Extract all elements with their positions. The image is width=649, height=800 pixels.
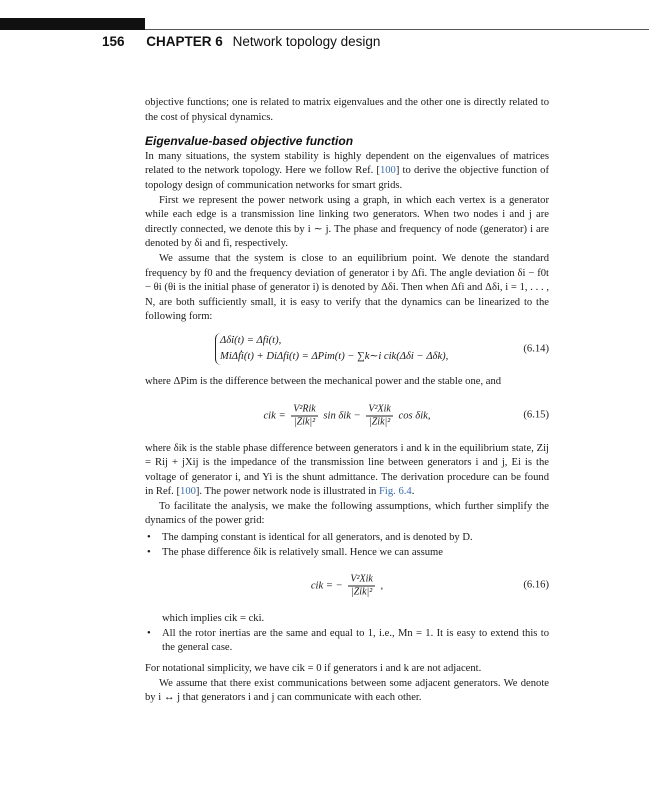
chapter-label: CHAPTER 6 xyxy=(146,34,223,49)
paragraph-3: We assume that the system is close to an equilibrium point. We denote the standard frequency by f0 and the frequency deviation of generator i by Δfi. The angle deviation δi − f0t − θi (θi is the initial phase of generator i) is denoted by Δδi. Then when Δfi and Δδi, i = 1, . . . , N, are both sufficiently small, it is easy to verify that the dynamics can be linearized to the following form: xyxy=(145,252,549,323)
paragraph-7: For notational simplicity, we have cik = 0 if generators i and k are not adjacent. xyxy=(145,663,482,675)
list-item: • The damping constant is identical for all generators, and is denoted by D. xyxy=(145,531,549,546)
header-bar xyxy=(0,18,145,30)
list-item: • The phase difference δik is relatively small. Hence we can assume xyxy=(145,546,549,561)
figure-link[interactable]: Fig. 6.4 xyxy=(379,486,412,498)
equation-body: cik = $\frac{\text{V²Rik}}{\text{|Zik|²}}$ sin δik − $\frac{\text{V²Xik}}{\text{|Zik|²}}$ cos δik, xyxy=(263,403,431,427)
fraction: $\frac{\text{V²Xik}}{\text{|Zik|²}}$ xyxy=(368,403,391,427)
header-rule xyxy=(145,29,649,30)
paragraph-1: In many situations, the system stability is highly dependent on the eigenvalues of matrices related to the network topology. Here we follow Ref. [100] to derive the objective function of topology design of communication networks for smart grids. xyxy=(145,150,549,191)
section-title: Eigenvalue-based objective function xyxy=(145,134,354,149)
paragraph-4: where ΔPim is the difference between the mechanical power and the stable one, and xyxy=(145,375,502,387)
equation-number: (6.16) xyxy=(523,579,549,591)
equation-6-14 xyxy=(145,331,549,369)
equation-number: (6.15) xyxy=(523,409,549,421)
intro-paragraph: objective functions; one is related to matrix eigenvalues and the other one is directly related to the cost of physical dynamics. xyxy=(145,97,549,123)
paragraph-2: First we represent the power network using a graph, in which each vertex is a generator while each edge is a transmission line linking two generators. When two nodes i and j are directly connected, we denote this by i ∼ j. The phase and frequency of node (generator) i are denoted by δi and fi, respectively. xyxy=(145,194,549,250)
page-body xyxy=(145,96,549,706)
assumption-list xyxy=(145,627,549,656)
running-header xyxy=(102,34,380,49)
chapter-title: Network topology design xyxy=(232,34,381,49)
paragraph-5: where δik is the stable phase difference between generators i and k in the equilibrium state, Zij = Rij + jXij is the impedance of the transmission line between generators i and j, Ei is the voltage of generator i, and Yi is the shunt admittance. The derivation procedure can be found in Ref. [100]. The power network node is illustrated in Fig. 6.4. xyxy=(145,442,549,498)
equation-line-1: Δδ̇i(t) = Δfi(t), xyxy=(220,334,282,346)
ref-link[interactable]: 100 xyxy=(379,165,396,177)
paragraph-8: We assume that there exist communications between some adjacent generators. We denote by i ↔ j that generators i and j can communicate with each other. xyxy=(145,677,549,704)
ref-link[interactable]: 100 xyxy=(180,486,196,498)
page-number: 156 xyxy=(102,34,125,49)
equation-number: (6.14) xyxy=(523,343,549,355)
fraction: $\frac{\text{V²Rik}}{\text{|Zik|²}}$ xyxy=(293,403,316,427)
equation-body: cik = − $\frac{\text{V²Xik}}{\text{|Zik|²}}$ , xyxy=(310,573,384,598)
paragraph-6: To facilitate the analysis, we make the following assumptions, which further simplify the dynamics of the power grid: xyxy=(145,500,549,527)
fraction: $\frac{\text{V²Xik}}{\text{|Zik|²}}$ xyxy=(350,573,373,598)
equation-line-2: MiΔḟi(t) + DiΔfi(t) = ΔPim(t) − ∑k∼i cik(Δδi − Δδk), xyxy=(220,350,449,362)
equation-6-16 xyxy=(145,566,549,606)
list-item: • All the rotor inertias are the same and equal to 1, i.e., Mn = 1. It is easy to extend this to the general case. xyxy=(145,627,549,656)
list-item-continuation: which implies cik = cki. xyxy=(162,613,265,625)
assumption-list xyxy=(145,531,549,560)
equation-system xyxy=(215,333,448,365)
equation-6-15 xyxy=(145,396,549,436)
